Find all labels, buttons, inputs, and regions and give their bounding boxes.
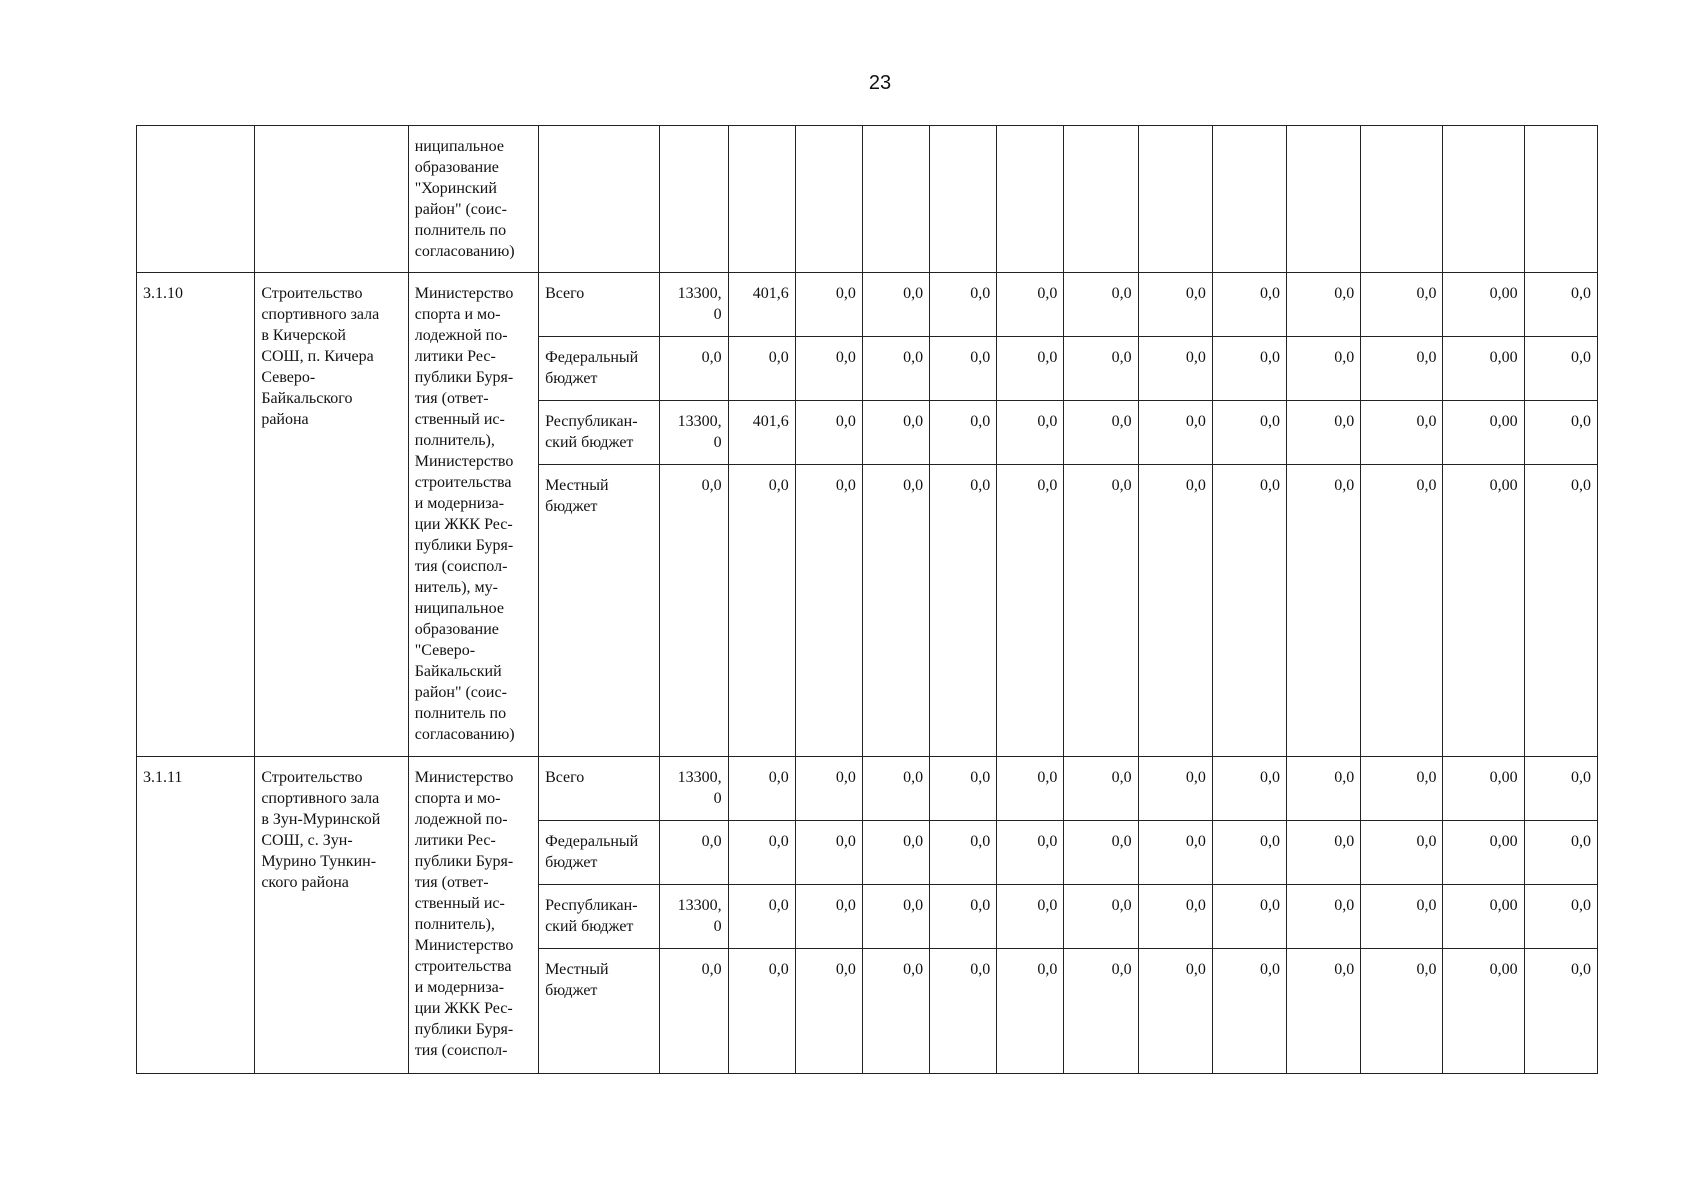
value-cell: 0,0	[1064, 273, 1138, 337]
value-cell: 0,0	[930, 821, 997, 885]
executor-cell: Министерство спорта и мо- лодежной по- литики Рес- публики Буря- тия (ответ- ственный ис- полнитель), Министерство строительства и модерниза- ции ЖКК Рес- публики Буря- тия (соиспол- нитель), му- ниципальное образование "Северо- Байкальский район" (соис- полнитель по согласованию)	[408, 273, 538, 757]
value-cell: 0,0	[997, 273, 1064, 337]
value-cell: 0,0	[728, 885, 795, 949]
value-cell: 0,0	[795, 821, 862, 885]
value-cell: 13300, 0	[660, 273, 728, 337]
value-cell: 0,0	[1138, 949, 1212, 1074]
cell-empty	[728, 126, 795, 273]
value-cell: 0,0	[862, 949, 929, 1074]
value-cell: 0,0	[795, 757, 862, 821]
value-cell: 401,6	[728, 401, 795, 465]
table-row	[137, 273, 1598, 337]
value-cell: 0,0	[1287, 885, 1361, 949]
value-cell: 401,6	[728, 273, 795, 337]
value-cell: 0,0	[862, 401, 929, 465]
value-cell: 0,0	[1524, 949, 1597, 1074]
value-cell: 0,0	[1212, 757, 1286, 821]
value-cell: 0,0	[930, 465, 997, 757]
cell-empty	[862, 126, 929, 273]
value-cell: 0,0	[997, 885, 1064, 949]
value-cell: 0,0	[1524, 337, 1597, 401]
value-cell: 0,0	[997, 337, 1064, 401]
item-code: 3.1.10	[137, 273, 255, 757]
value-cell: 0,0	[795, 465, 862, 757]
table-row	[137, 757, 1598, 821]
value-cell: 0,0	[997, 465, 1064, 757]
value-cell: 0,0	[1138, 273, 1212, 337]
value-cell: 0,0	[1064, 465, 1138, 757]
item-code: 3.1.11	[137, 757, 255, 1074]
cell-empty	[1138, 126, 1212, 273]
value-cell: 0,00	[1443, 821, 1524, 885]
value-cell: 0,0	[930, 949, 997, 1074]
value-cell: 0,0	[1212, 401, 1286, 465]
value-cell: 0,0	[930, 757, 997, 821]
value-cell: 0,00	[1443, 757, 1524, 821]
value-cell: 13300, 0	[660, 885, 728, 949]
value-cell: 0,0	[1287, 821, 1361, 885]
value-cell: 0,0	[1138, 465, 1212, 757]
value-cell: 0,0	[1361, 757, 1443, 821]
value-cell: 0,0	[862, 757, 929, 821]
value-cell: 0,0	[1212, 821, 1286, 885]
value-cell: 0,0	[795, 273, 862, 337]
value-cell: 0,0	[1064, 821, 1138, 885]
value-cell: 0,0	[1361, 401, 1443, 465]
funding-source: Республикан- ский бюджет	[539, 401, 660, 465]
value-cell: 0,0	[728, 949, 795, 1074]
value-cell: 0,0	[997, 949, 1064, 1074]
cell-empty	[539, 126, 660, 273]
cell-empty	[137, 126, 255, 273]
cell-empty	[1361, 126, 1443, 273]
funding-source: Федеральный бюджет	[539, 821, 660, 885]
cell-empty	[660, 126, 728, 273]
value-cell: 0,0	[1524, 885, 1597, 949]
value-cell: 0,0	[930, 885, 997, 949]
value-cell: 0,00	[1443, 885, 1524, 949]
value-cell: 0,00	[1443, 949, 1524, 1074]
cell-empty	[1443, 126, 1524, 273]
table-body	[137, 126, 1598, 1074]
value-cell: 0,0	[862, 273, 929, 337]
cell-empty	[930, 126, 997, 273]
cell-empty	[795, 126, 862, 273]
value-cell: 0,00	[1443, 273, 1524, 337]
cell-empty	[1287, 126, 1361, 273]
cell-empty	[255, 126, 408, 273]
value-cell: 0,0	[1361, 465, 1443, 757]
value-cell: 0,0	[1138, 337, 1212, 401]
value-cell: 0,0	[1287, 757, 1361, 821]
value-cell: 0,0	[1524, 465, 1597, 757]
funding-source: Всего	[539, 273, 660, 337]
value-cell: 0,0	[862, 465, 929, 757]
value-cell: 0,0	[1064, 401, 1138, 465]
value-cell: 0,0	[1524, 821, 1597, 885]
value-cell: 0,0	[728, 465, 795, 757]
value-cell: 0,0	[1212, 273, 1286, 337]
value-cell: 0,0	[1361, 337, 1443, 401]
value-cell: 0,00	[1443, 337, 1524, 401]
value-cell: 0,0	[660, 465, 728, 757]
value-cell: 0,0	[1287, 273, 1361, 337]
value-cell: 0,0	[1212, 465, 1286, 757]
item-name: Строительство спортивного зала в Зун-Муринской СОШ, с. Зун- Мурино Тункин- ского района	[255, 757, 408, 1074]
value-cell: 0,0	[795, 337, 862, 401]
value-cell: 0,0	[1212, 949, 1286, 1074]
executor-cell: Министерство спорта и мо- лодежной по- литики Рес- публики Буря- тия (ответ- ственный ис- полнитель), Министерство строительства и модерниза- ции ЖКК Рес- публики Буря- тия (соиспол-	[408, 757, 538, 1074]
value-cell: 0,0	[1287, 949, 1361, 1074]
cell-empty	[1524, 126, 1597, 273]
cell-empty	[1064, 126, 1138, 273]
value-cell: 0,0	[1361, 273, 1443, 337]
value-cell: 0,0	[1361, 949, 1443, 1074]
table-row-continued	[137, 126, 1598, 273]
cell-empty	[997, 126, 1064, 273]
value-cell: 0,0	[930, 273, 997, 337]
value-cell: 0,0	[862, 885, 929, 949]
value-cell: 0,0	[728, 757, 795, 821]
funding-source: Федеральный бюджет	[539, 337, 660, 401]
value-cell: 0,0	[1138, 401, 1212, 465]
value-cell: 0,0	[930, 337, 997, 401]
value-cell: 0,0	[660, 821, 728, 885]
value-cell: 0,0	[795, 885, 862, 949]
value-cell: 0,0	[1138, 757, 1212, 821]
value-cell: 0,0	[1138, 821, 1212, 885]
value-cell: 0,0	[1064, 337, 1138, 401]
value-cell: 0,0	[795, 949, 862, 1074]
value-cell: 0,0	[862, 337, 929, 401]
executor-cell: ниципальное образование "Хоринский район" (соис- полнитель по согласованию)	[408, 126, 538, 273]
value-cell: 0,0	[1287, 465, 1361, 757]
value-cell: 0,0	[1361, 885, 1443, 949]
value-cell: 0,0	[997, 757, 1064, 821]
value-cell: 0,00	[1443, 465, 1524, 757]
value-cell: 13300, 0	[660, 757, 728, 821]
value-cell: 0,00	[1443, 401, 1524, 465]
page-number: 23	[868, 72, 892, 94]
value-cell: 0,0	[1064, 885, 1138, 949]
value-cell: 0,0	[1212, 885, 1286, 949]
value-cell: 0,0	[1287, 337, 1361, 401]
item-name: Строительство спортивного зала в Кичерской СОШ, п. Кичера Северо- Байкальского района	[255, 273, 408, 757]
cell-empty	[1212, 126, 1286, 273]
value-cell: 0,0	[1064, 949, 1138, 1074]
value-cell: 0,0	[660, 949, 728, 1074]
funding-source: Местный бюджет	[539, 949, 660, 1074]
value-cell: 0,0	[1524, 401, 1597, 465]
value-cell: 0,0	[728, 821, 795, 885]
budget-table	[136, 125, 1598, 1074]
value-cell: 0,0	[1287, 401, 1361, 465]
value-cell: 0,0	[997, 401, 1064, 465]
value-cell: 13300, 0	[660, 401, 728, 465]
value-cell: 0,0	[1524, 273, 1597, 337]
value-cell: 0,0	[1138, 885, 1212, 949]
value-cell: 0,0	[728, 337, 795, 401]
value-cell: 0,0	[1212, 337, 1286, 401]
value-cell: 0,0	[660, 337, 728, 401]
value-cell: 0,0	[997, 821, 1064, 885]
value-cell: 0,0	[862, 821, 929, 885]
value-cell: 0,0	[1524, 757, 1597, 821]
value-cell: 0,0	[1361, 821, 1443, 885]
value-cell: 0,0	[930, 401, 997, 465]
funding-source: Республикан- ский бюджет	[539, 885, 660, 949]
value-cell: 0,0	[1064, 757, 1138, 821]
funding-source: Всего	[539, 757, 660, 821]
funding-source: Местный бюджет	[539, 465, 660, 757]
value-cell: 0,0	[795, 401, 862, 465]
